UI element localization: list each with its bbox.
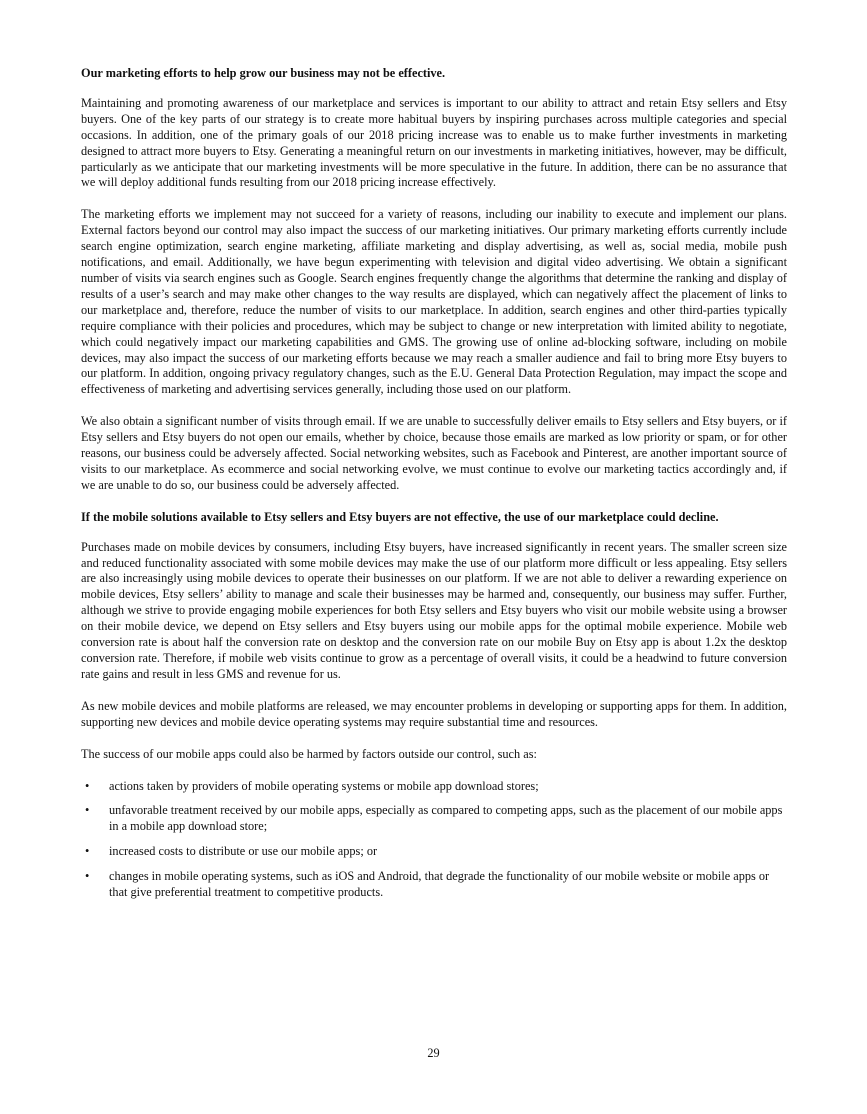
list-item-text: changes in mobile operating systems, such as iOS and Android, that degrade the functionality of our mobile website or mobile apps or that give preferential treatment to competitive products.: [109, 869, 770, 900]
list-item: [81, 844, 787, 860]
paragraph: As new mobile devices and mobile platforms are released, we may encounter problems in developing or supporting apps for them. In addition, supporting new devices and mobile device operating systems may require substantial time and resources.: [81, 698, 787, 729]
list-item: [81, 869, 787, 901]
bullet-icon: •: [85, 778, 90, 793]
page-number: 29: [427, 1046, 440, 1060]
paragraph: The marketing efforts we implement may not succeed for a variety of reasons, including our inability to execute and implement our plans. External factors beyond our control may also impact the success of our marketing initiatives. Our primary marketing efforts currently include search engine optimization, search engine marketing, affiliate marketing and display advertising, as well as, social media, mobile push notifications, and email. Additionally, we have begun experimenting with television and digital video advertising. We obtain a significant number of visits via search engines such as Google. Search engines frequently change the algorithms that determine the ranking and display of results of a user’s search and may make other changes to the way results are displayed, which can negatively affect the placement of links to our marketplace and, therefore, reduce the number of visits to our marketplace. In addition, search engines and other third-parties typically require compliance with their policies and procedures, which may be subject to change or new interpretation with limited ability to negotiate, which could negatively impact our marketing capabilities and GMS. The growing use of online ad-blocking software, including on mobile devices, may also impact the success of our marketing efforts because we may reach a smaller audience and fail to bring more Etsy buyers to our platform. In addition, ongoing privacy regulatory changes, such as the E.U. General Data Protection Regulation, may impact the scope and effectiveness of marketing and advertising services generally, including those used on our platform.: [81, 207, 787, 397]
list-item-text: unfavorable treatment received by our mobile apps, especially as compared to competing apps, such as the placement of our mobile apps in a mobile app download store;: [109, 803, 783, 834]
list-item: [81, 779, 787, 795]
section-marketing-efforts: [81, 66, 787, 494]
paragraph: Maintaining and promoting awareness of our marketplace and services is important to our ability to attract and retain Etsy sellers and Etsy buyers. One of the key parts of our strategy is to create more habitual buyers by inspiring purchases across multiple categories and special occasions. In addition, one of the primary goals of our 2018 pricing increase was to enable us to make further investments in marketing designed to attract more buyers to Etsy. Generating a meaningful return on our investments in marketing initiatives, however, may be difficult, particularly as we anticipate that our marketing investments will be more speculative in the future. In addition, there can be no assurance that we will deploy additional funds resulting from our 2018 pricing increase effectively.: [81, 95, 787, 190]
bullet-icon: •: [85, 803, 90, 818]
list-item: [81, 803, 787, 835]
section-heading: If the mobile solutions available to Etsy sellers and Etsy buyers are not effective, the use of our marketplace could decline.: [81, 509, 719, 524]
bullet-list: [81, 779, 787, 901]
bullet-icon: •: [85, 869, 90, 884]
list-item-text: actions taken by providers of mobile operating systems or mobile app download stores;: [109, 778, 539, 793]
paragraph: Purchases made on mobile devices by consumers, including Etsy buyers, have increased significantly in recent years. The smaller screen size and reduced functionality associated with some mobile devices may make the use of our platform more difficult or less appealing. Etsy sellers are also increasingly using mobile devices to operate their businesses on our platform. If we are not able to deliver a rewarding experience on mobile devices, Etsy sellers’ ability to manage and scale their businesses may be harmed and, consequently, our business may suffer. Further, although we strive to provide engaging mobile experiences for both Etsy sellers and Etsy buyers who visit our mobile website using a browser on their mobile device, we depend on Etsy sellers and Etsy buyers using our mobile apps for the optimal mobile experience. Mobile web conversion rate is about half the conversion rate on desktop and the conversion rate on our mobile Buy on Etsy app is about 1.2x the desktop conversion rate. Therefore, if mobile web visits continue to grow as a percentage of overall visits, it could be a headwind to future conversion rate gains and result in less GMS and revenue for us.: [81, 539, 787, 681]
section-mobile-solutions: [81, 510, 787, 901]
section-heading: Our marketing efforts to help grow our business may not be effective.: [81, 66, 446, 80]
list-item-text: increased costs to distribute or use our mobile apps; or: [109, 844, 378, 859]
document-page: [81, 66, 787, 910]
bullet-icon: •: [85, 844, 90, 859]
paragraph: We also obtain a significant number of visits through email. If we are unable to successfully deliver emails to Etsy sellers and Etsy buyers, or if Etsy sellers and Etsy buyers do not open our emails, whether by choice, because those emails are marked as low priority or spam, or for other reasons, our business could be adversely affected. Social networking websites, such as Facebook and Pinterest, are another important source of visits to our marketplace. As ecommerce and social networking evolve, we must continue to evolve our marketing tactics accordingly and, if we are unable to do so, our business could be adversely affected.: [81, 414, 787, 492]
paragraph: The success of our mobile apps could also be harmed by factors outside our control, such as:: [81, 746, 537, 761]
